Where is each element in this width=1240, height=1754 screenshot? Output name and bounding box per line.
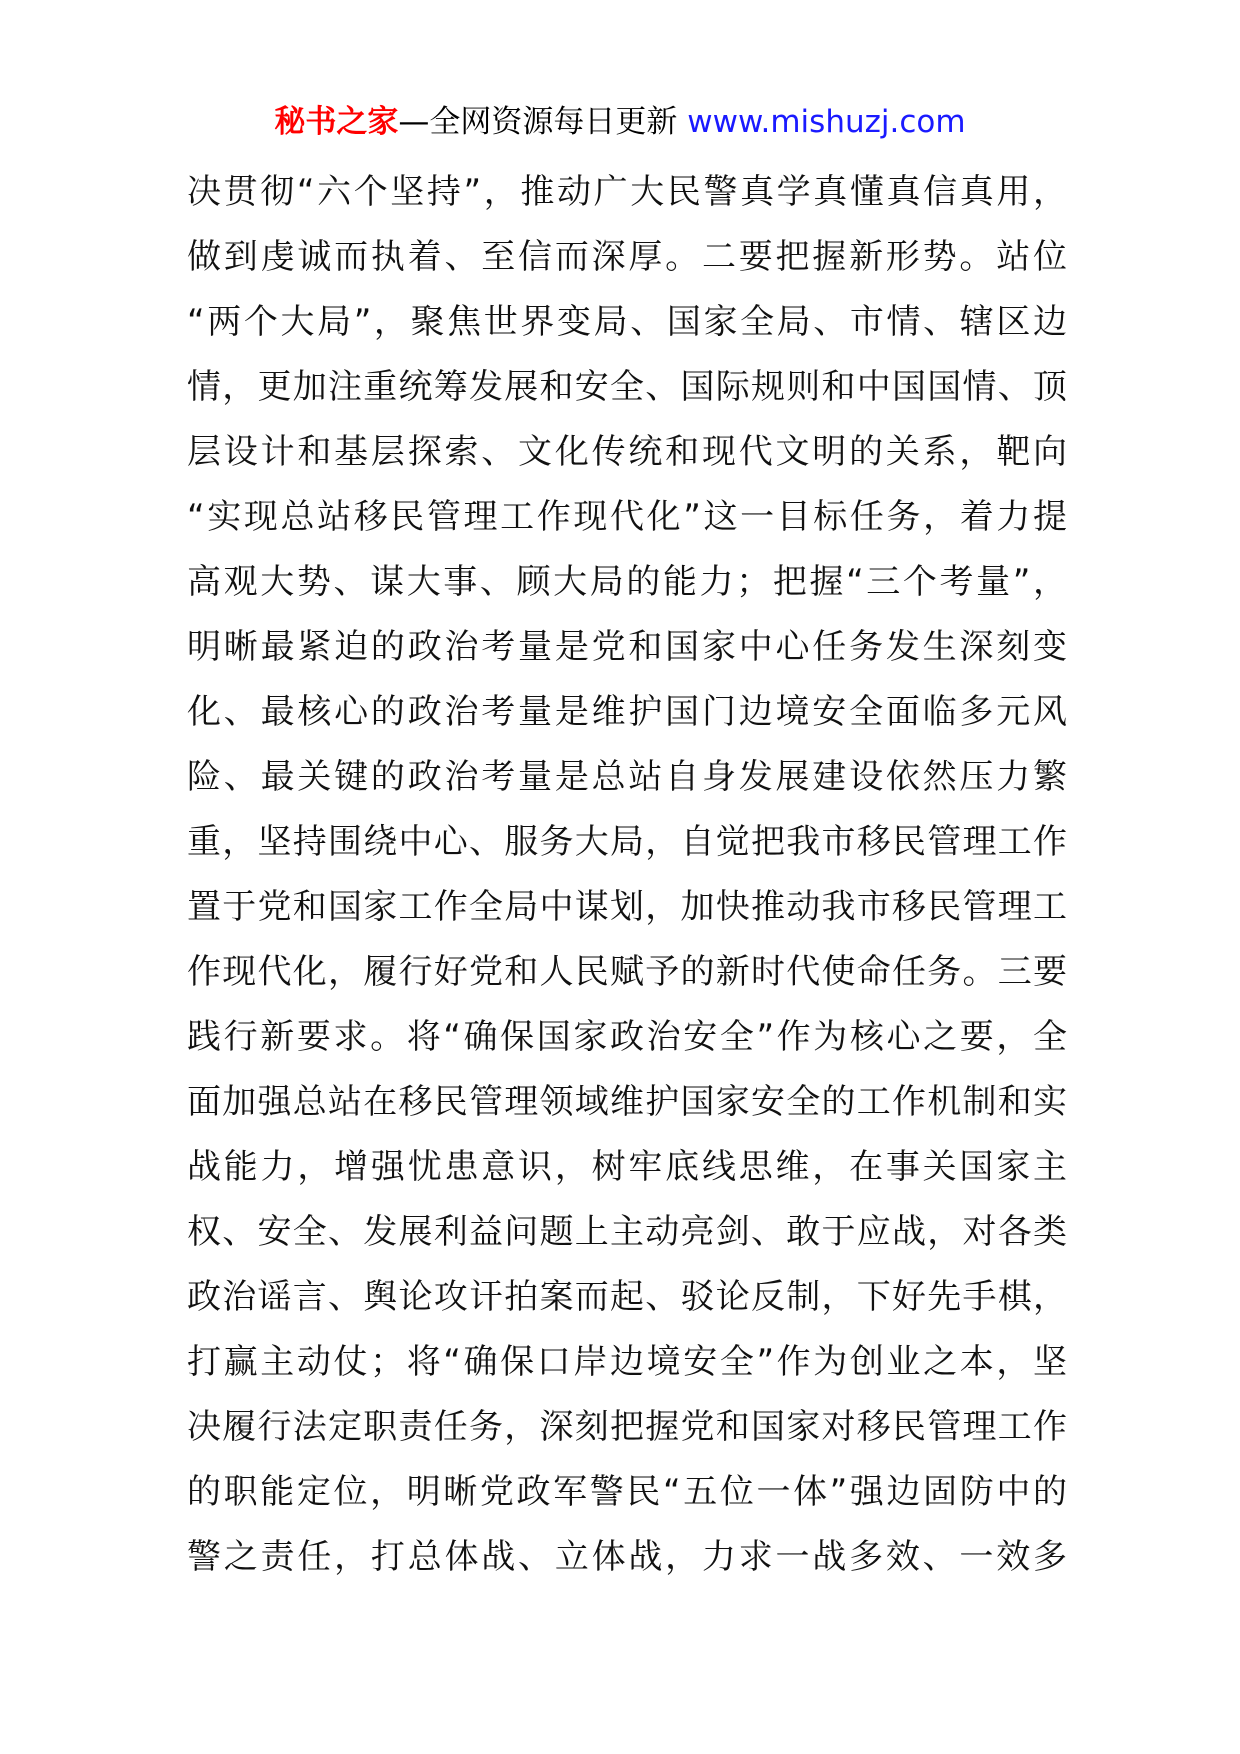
text-line: 重，坚持围绕中心、服务大局，自觉把我市移民管理工作 [187,822,1067,862]
text-line: 政治谣言、舆论攻讦拍案而起、驳论反制，下好先手棋， [187,1277,1067,1317]
brand-name: 秘书之家 [274,104,399,140]
text-line: 的职能定位，明晰党政军警民“五位一体”强边固防中的 [187,1472,1067,1512]
text-line: 情，更加注重统筹发展和安全、国际规则和中国国情、顶 [187,367,1067,407]
text-line: “实现总站移民管理工作现代化”这一目标任务，着力提 [187,497,1067,537]
text-line: 战能力，增强忧患意识，树牢底线思维，在事关国家主 [187,1147,1067,1187]
text-line: 作现代化，履行好党和人民赋予的新时代使命任务。三要 [187,952,1067,992]
text-line: 决贯彻“六个坚持”，推动广大民警真学真懂真信真用， [187,172,1067,212]
page-header [0,100,1240,144]
text-line: “两个大局”，聚焦世界变局、国家全局、市情、辖区边 [187,302,1067,342]
text-line: 决履行法定职责任务，深刻把握党和国家对移民管理工作 [187,1407,1067,1447]
text-line: 警之责任，打总体战、立体战，力求一战多效、一效多 [187,1537,1067,1577]
text-line: 置于党和国家工作全局中谋划，加快推动我市移民管理工 [187,887,1067,927]
body-text [187,160,1067,1590]
text-line: 权、安全、发展利益问题上主动亮剑、敢于应战，对各类 [187,1212,1067,1252]
text-line: 层设计和基层探索、文化传统和现代文明的关系，靶向 [187,432,1067,472]
text-line: 高观大势、谋大事、顾大局的能力；把握“三个考量”， [187,562,1067,602]
text-line: 打赢主动仗；将“确保口岸边境安全”作为创业之本，坚 [187,1342,1067,1382]
text-line: 明晰最紧迫的政治考量是党和国家中心任务发生深刻变 [187,627,1067,667]
text-line: 践行新要求。将“确保国家政治安全”作为核心之要，全 [187,1017,1067,1057]
text-line: 化、最核心的政治考量是维护国门边境安全面临多元风 [187,692,1067,732]
site-url-link[interactable]: www.mishuzj.com [687,104,966,140]
text-line: 险、最关键的政治考量是总站自身发展建设依然压力繁 [187,757,1067,797]
text-line: 做到虔诚而执着、至信而深厚。二要把握新形势。站位 [187,237,1067,277]
text-line: 面加强总站在移民管理领域维护国家安全的工作机制和实 [187,1082,1067,1122]
header-tagline: —全网资源每日更新 [398,104,678,140]
